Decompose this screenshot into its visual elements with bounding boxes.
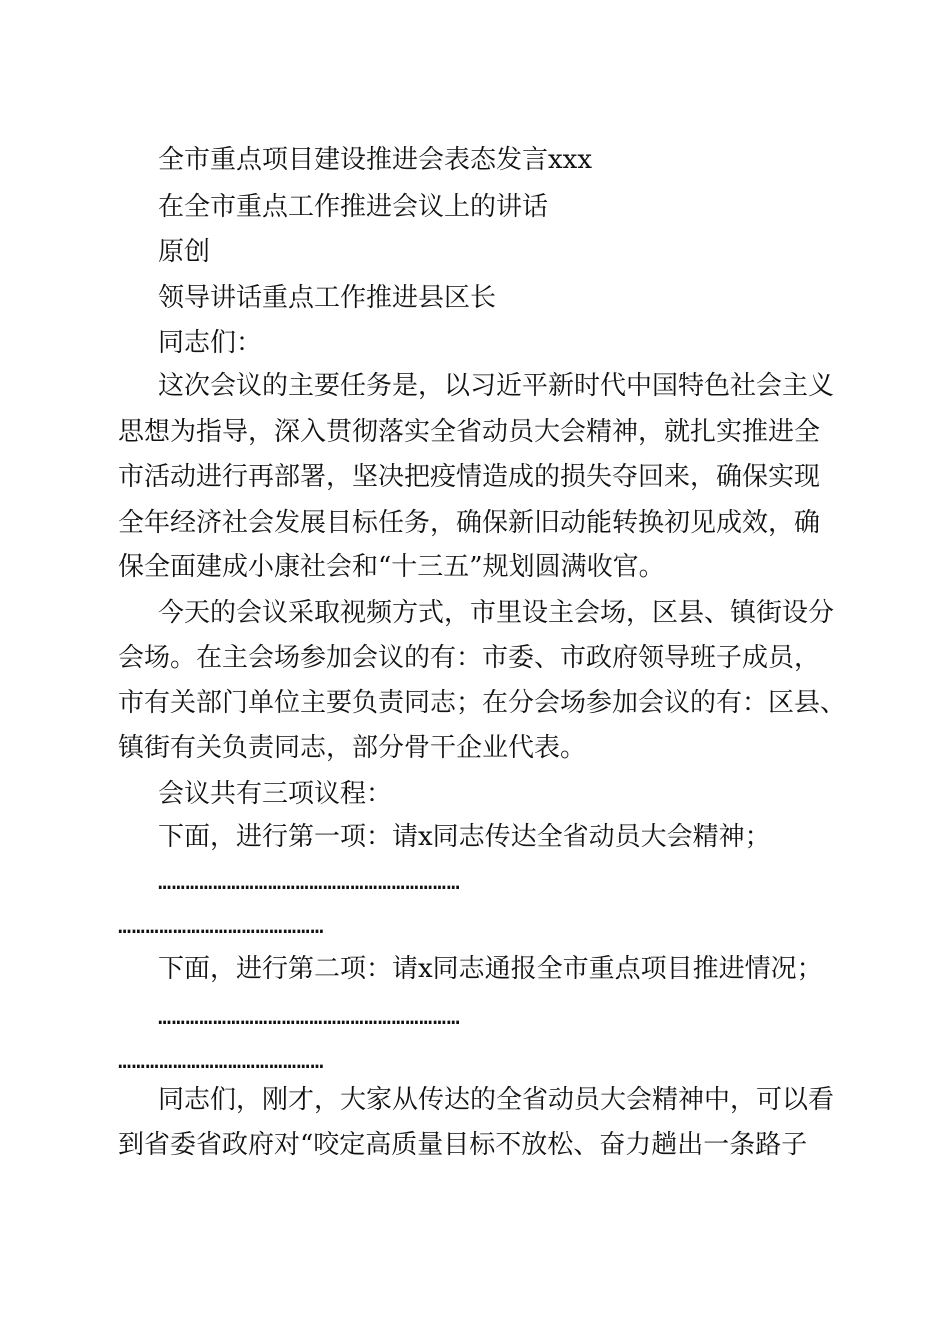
ellipsis-line: ……………………………………… [118, 1049, 325, 1074]
original-tag-line: 原创 [158, 237, 211, 267]
paragraph1-line: 保全面建成小康社会和“十三五”规划圆满收官。 [118, 552, 665, 582]
ellipsis-line: ……………………………………… [118, 914, 325, 939]
keywords-line: 领导讲话重点工作推进县区长 [158, 283, 497, 313]
paragraph2-line: 今天的会议采取视频方式，市里设主会场，区县、镇街设分 [158, 598, 835, 628]
ellipsis-line: ………………………………………………………… [158, 870, 461, 895]
agenda-item-2: 下面，进行第二项：请x同志通报全市重点项目推进情况； [158, 954, 823, 984]
agenda-item-1: 下面，进行第一项：请x同志传达全省动员大会精神； [158, 822, 771, 852]
paragraph2-line: 会场。在主会场参加会议的有：市委、市政府领导班子成员， [118, 643, 821, 673]
paragraph1-line: 这次会议的主要任务是，以习近平新时代中国特色社会主义 [158, 371, 835, 401]
subtitle-line: 在全市重点工作推进会议上的讲话 [158, 192, 549, 222]
ellipsis-line: ………………………………………………………… [158, 1005, 461, 1030]
title-line: 全市重点项目建设推进会表态发言xxx [158, 145, 592, 175]
paragraph3-line: 到省委省政府对“咬定高质量目标不放松、奋力趟出一条路子 [118, 1130, 808, 1160]
paragraph1-line: 市活动进行再部署，坚决把疫情造成的损失夺回来，确保实现 [118, 462, 821, 492]
paragraph1-line: 全年经济社会发展目标任务，确保新旧动能转换初见成效，确 [118, 508, 821, 538]
paragraph3-line: 同志们，刚才，大家从传达的全省动员大会精神中，可以看 [158, 1085, 835, 1115]
paragraph2-line: 市有关部门单位主要负责同志；在分会场参加会议的有：区县、 [118, 688, 847, 718]
agenda-intro-line: 会议共有三项议程： [158, 779, 393, 809]
salutation-line: 同志们： [158, 328, 263, 358]
paragraph2-line: 镇街有关负责同志，部分骨干企业代表。 [118, 733, 587, 763]
paragraph1-line: 思想为指导，深入贯彻落实全省动员大会精神，就扎实推进全 [118, 417, 821, 447]
